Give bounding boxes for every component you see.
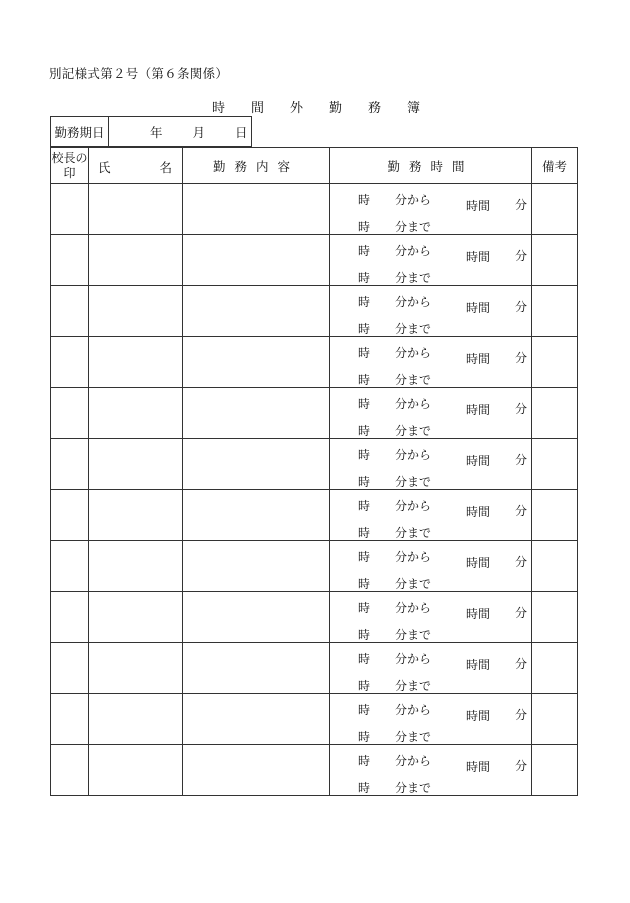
principal-seal-cell[interactable] <box>51 439 89 490</box>
work-hours-cell[interactable] <box>330 490 532 541</box>
form-reference: 別記様式第２号（第６条関係） <box>49 66 229 81</box>
day-label: 日 <box>235 124 248 140</box>
end-minute-label: 分まで <box>395 679 432 693</box>
work-hours-cell[interactable] <box>330 439 532 490</box>
start-minute-label: 分から <box>395 703 432 717</box>
name-cell[interactable] <box>89 541 183 592</box>
end-hour-label: 時 <box>358 628 371 642</box>
work-date-field[interactable] <box>109 117 251 146</box>
end-hour-label: 時 <box>358 424 371 438</box>
end-minute-label: 分まで <box>395 577 432 591</box>
table-row <box>51 388 578 439</box>
end-minute-label: 分まで <box>395 373 432 387</box>
work-hours-cell[interactable] <box>330 745 532 796</box>
principal-seal-cell[interactable] <box>51 235 89 286</box>
principal-seal-cell[interactable] <box>51 286 89 337</box>
name-cell[interactable] <box>89 694 183 745</box>
header-notes: 備考 <box>532 148 578 184</box>
duration-hours-label: 時間 <box>466 199 491 213</box>
start-hour-label: 時 <box>358 193 371 207</box>
start-minute-label: 分から <box>395 550 432 564</box>
duration-minutes-label: 分 <box>515 657 528 671</box>
header-principal-seal: 校長の印 <box>51 148 89 184</box>
page-title: 時間外勤務簿 <box>212 101 447 116</box>
duration-minutes-label: 分 <box>515 300 528 314</box>
end-minute-label: 分まで <box>395 730 432 744</box>
start-minute-label: 分から <box>395 601 432 615</box>
notes-cell[interactable] <box>532 439 578 490</box>
table-header-row <box>51 148 578 184</box>
work-hours-cell[interactable] <box>330 694 532 745</box>
duration-hours-label: 時間 <box>466 556 491 570</box>
start-hour-label: 時 <box>358 244 371 258</box>
header-name <box>89 148 183 184</box>
end-minute-label: 分まで <box>395 271 432 285</box>
duration-minutes-label: 分 <box>515 606 528 620</box>
duration-minutes-label: 分 <box>515 708 528 722</box>
work-content-cell[interactable] <box>183 694 330 745</box>
end-hour-label: 時 <box>358 271 371 285</box>
duration-minutes-label: 分 <box>515 198 528 212</box>
work-hours-cell[interactable] <box>330 286 532 337</box>
notes-cell[interactable] <box>532 286 578 337</box>
end-hour-label: 時 <box>358 526 371 540</box>
work-hours-cell[interactable] <box>330 184 532 235</box>
work-content-cell[interactable] <box>183 592 330 643</box>
end-minute-label: 分まで <box>395 424 432 438</box>
work-content-cell[interactable] <box>183 439 330 490</box>
start-minute-label: 分から <box>395 448 432 462</box>
start-minute-label: 分から <box>395 244 432 258</box>
work-hours-cell[interactable] <box>330 337 532 388</box>
name-cell[interactable] <box>89 592 183 643</box>
name-cell[interactable] <box>89 184 183 235</box>
table-row <box>51 643 578 694</box>
name-cell[interactable] <box>89 388 183 439</box>
table-row <box>51 235 578 286</box>
duration-hours-label: 時間 <box>466 505 491 519</box>
end-hour-label: 時 <box>358 220 371 234</box>
end-hour-label: 時 <box>358 373 371 387</box>
start-minute-label: 分から <box>395 754 432 768</box>
work-content-cell[interactable] <box>183 541 330 592</box>
duration-hours-label: 時間 <box>466 403 491 417</box>
notes-cell[interactable] <box>532 592 578 643</box>
work-content-cell[interactable] <box>183 337 330 388</box>
header-work-hours: 勤務時間 <box>330 148 532 184</box>
header-name-right: 名 <box>159 160 172 175</box>
work-content-cell[interactable] <box>183 235 330 286</box>
start-hour-label: 時 <box>358 601 371 615</box>
principal-seal-cell[interactable] <box>51 745 89 796</box>
work-content-cell[interactable] <box>183 388 330 439</box>
notes-cell[interactable] <box>532 337 578 388</box>
principal-seal-cell[interactable] <box>51 184 89 235</box>
work-hours-cell[interactable] <box>330 643 532 694</box>
header-work-content: 勤務内容 <box>183 148 330 184</box>
start-hour-label: 時 <box>358 295 371 309</box>
table-row <box>51 592 578 643</box>
table-row <box>51 745 578 796</box>
header-name-left: 氏 <box>98 160 111 175</box>
start-hour-label: 時 <box>358 550 371 564</box>
start-minute-label: 分から <box>395 499 432 513</box>
name-cell[interactable] <box>89 235 183 286</box>
start-hour-label: 時 <box>358 397 371 411</box>
end-hour-label: 時 <box>358 475 371 489</box>
duration-hours-label: 時間 <box>466 607 491 621</box>
name-cell[interactable] <box>89 745 183 796</box>
work-hours-cell[interactable] <box>330 388 532 439</box>
duration-minutes-label: 分 <box>515 504 528 518</box>
overtime-log-table <box>50 147 578 796</box>
start-minute-label: 分から <box>395 346 432 360</box>
table-row <box>51 541 578 592</box>
name-cell[interactable] <box>89 337 183 388</box>
notes-cell[interactable] <box>532 184 578 235</box>
work-content-cell[interactable] <box>183 643 330 694</box>
notes-cell[interactable] <box>532 388 578 439</box>
end-hour-label: 時 <box>358 679 371 693</box>
start-hour-label: 時 <box>358 754 371 768</box>
start-minute-label: 分から <box>395 193 432 207</box>
principal-seal-cell[interactable] <box>51 592 89 643</box>
notes-cell[interactable] <box>532 541 578 592</box>
duration-hours-label: 時間 <box>466 301 491 315</box>
principal-seal-cell[interactable] <box>51 337 89 388</box>
start-minute-label: 分から <box>395 295 432 309</box>
notes-cell[interactable] <box>532 235 578 286</box>
work-hours-cell[interactable] <box>330 235 532 286</box>
table-row <box>51 439 578 490</box>
work-content-cell[interactable] <box>183 286 330 337</box>
name-cell[interactable] <box>89 643 183 694</box>
start-hour-label: 時 <box>358 448 371 462</box>
end-minute-label: 分まで <box>395 220 432 234</box>
work-hours-cell[interactable] <box>330 592 532 643</box>
duration-minutes-label: 分 <box>515 759 528 773</box>
month-label: 月 <box>192 124 206 140</box>
end-hour-label: 時 <box>358 730 371 744</box>
start-hour-label: 時 <box>358 346 371 360</box>
duration-minutes-label: 分 <box>515 249 528 263</box>
work-content-cell[interactable] <box>183 745 330 796</box>
end-minute-label: 分まで <box>395 322 432 336</box>
name-cell[interactable] <box>89 490 183 541</box>
year-label: 年 <box>150 124 163 140</box>
table-row <box>51 184 578 235</box>
duration-minutes-label: 分 <box>515 402 528 416</box>
table-row <box>51 490 578 541</box>
end-minute-label: 分まで <box>395 628 432 642</box>
duration-minutes-label: 分 <box>515 453 528 467</box>
work-content-cell[interactable] <box>183 184 330 235</box>
work-hours-cell[interactable] <box>330 541 532 592</box>
duration-hours-label: 時間 <box>466 352 491 366</box>
end-hour-label: 時 <box>358 781 371 795</box>
start-minute-label: 分から <box>395 652 432 666</box>
name-cell[interactable] <box>89 439 183 490</box>
duration-hours-label: 時間 <box>466 658 491 672</box>
start-minute-label: 分から <box>395 397 432 411</box>
work-date-label: 勤務期日 <box>51 117 109 146</box>
notes-cell[interactable] <box>532 643 578 694</box>
duration-hours-label: 時間 <box>466 760 491 774</box>
work-content-cell[interactable] <box>183 490 330 541</box>
table-row <box>51 694 578 745</box>
start-hour-label: 時 <box>358 703 371 717</box>
duration-minutes-label: 分 <box>515 351 528 365</box>
end-minute-label: 分まで <box>395 781 432 795</box>
principal-seal-cell[interactable] <box>51 541 89 592</box>
end-minute-label: 分まで <box>395 475 432 489</box>
name-cell[interactable] <box>89 286 183 337</box>
principal-seal-cell[interactable] <box>51 694 89 745</box>
start-hour-label: 時 <box>358 652 371 666</box>
table-row <box>51 286 578 337</box>
duration-minutes-label: 分 <box>515 555 528 569</box>
work-date-box <box>50 116 252 147</box>
notes-cell[interactable] <box>532 694 578 745</box>
start-hour-label: 時 <box>358 499 371 513</box>
notes-cell[interactable] <box>532 745 578 796</box>
notes-cell[interactable] <box>532 490 578 541</box>
principal-seal-cell[interactable] <box>51 643 89 694</box>
duration-hours-label: 時間 <box>466 709 491 723</box>
table-row <box>51 337 578 388</box>
end-hour-label: 時 <box>358 322 371 336</box>
principal-seal-cell[interactable] <box>51 490 89 541</box>
end-hour-label: 時 <box>358 577 371 591</box>
duration-hours-label: 時間 <box>466 250 491 264</box>
principal-seal-cell[interactable] <box>51 388 89 439</box>
end-minute-label: 分まで <box>395 526 432 540</box>
duration-hours-label: 時間 <box>466 454 491 468</box>
